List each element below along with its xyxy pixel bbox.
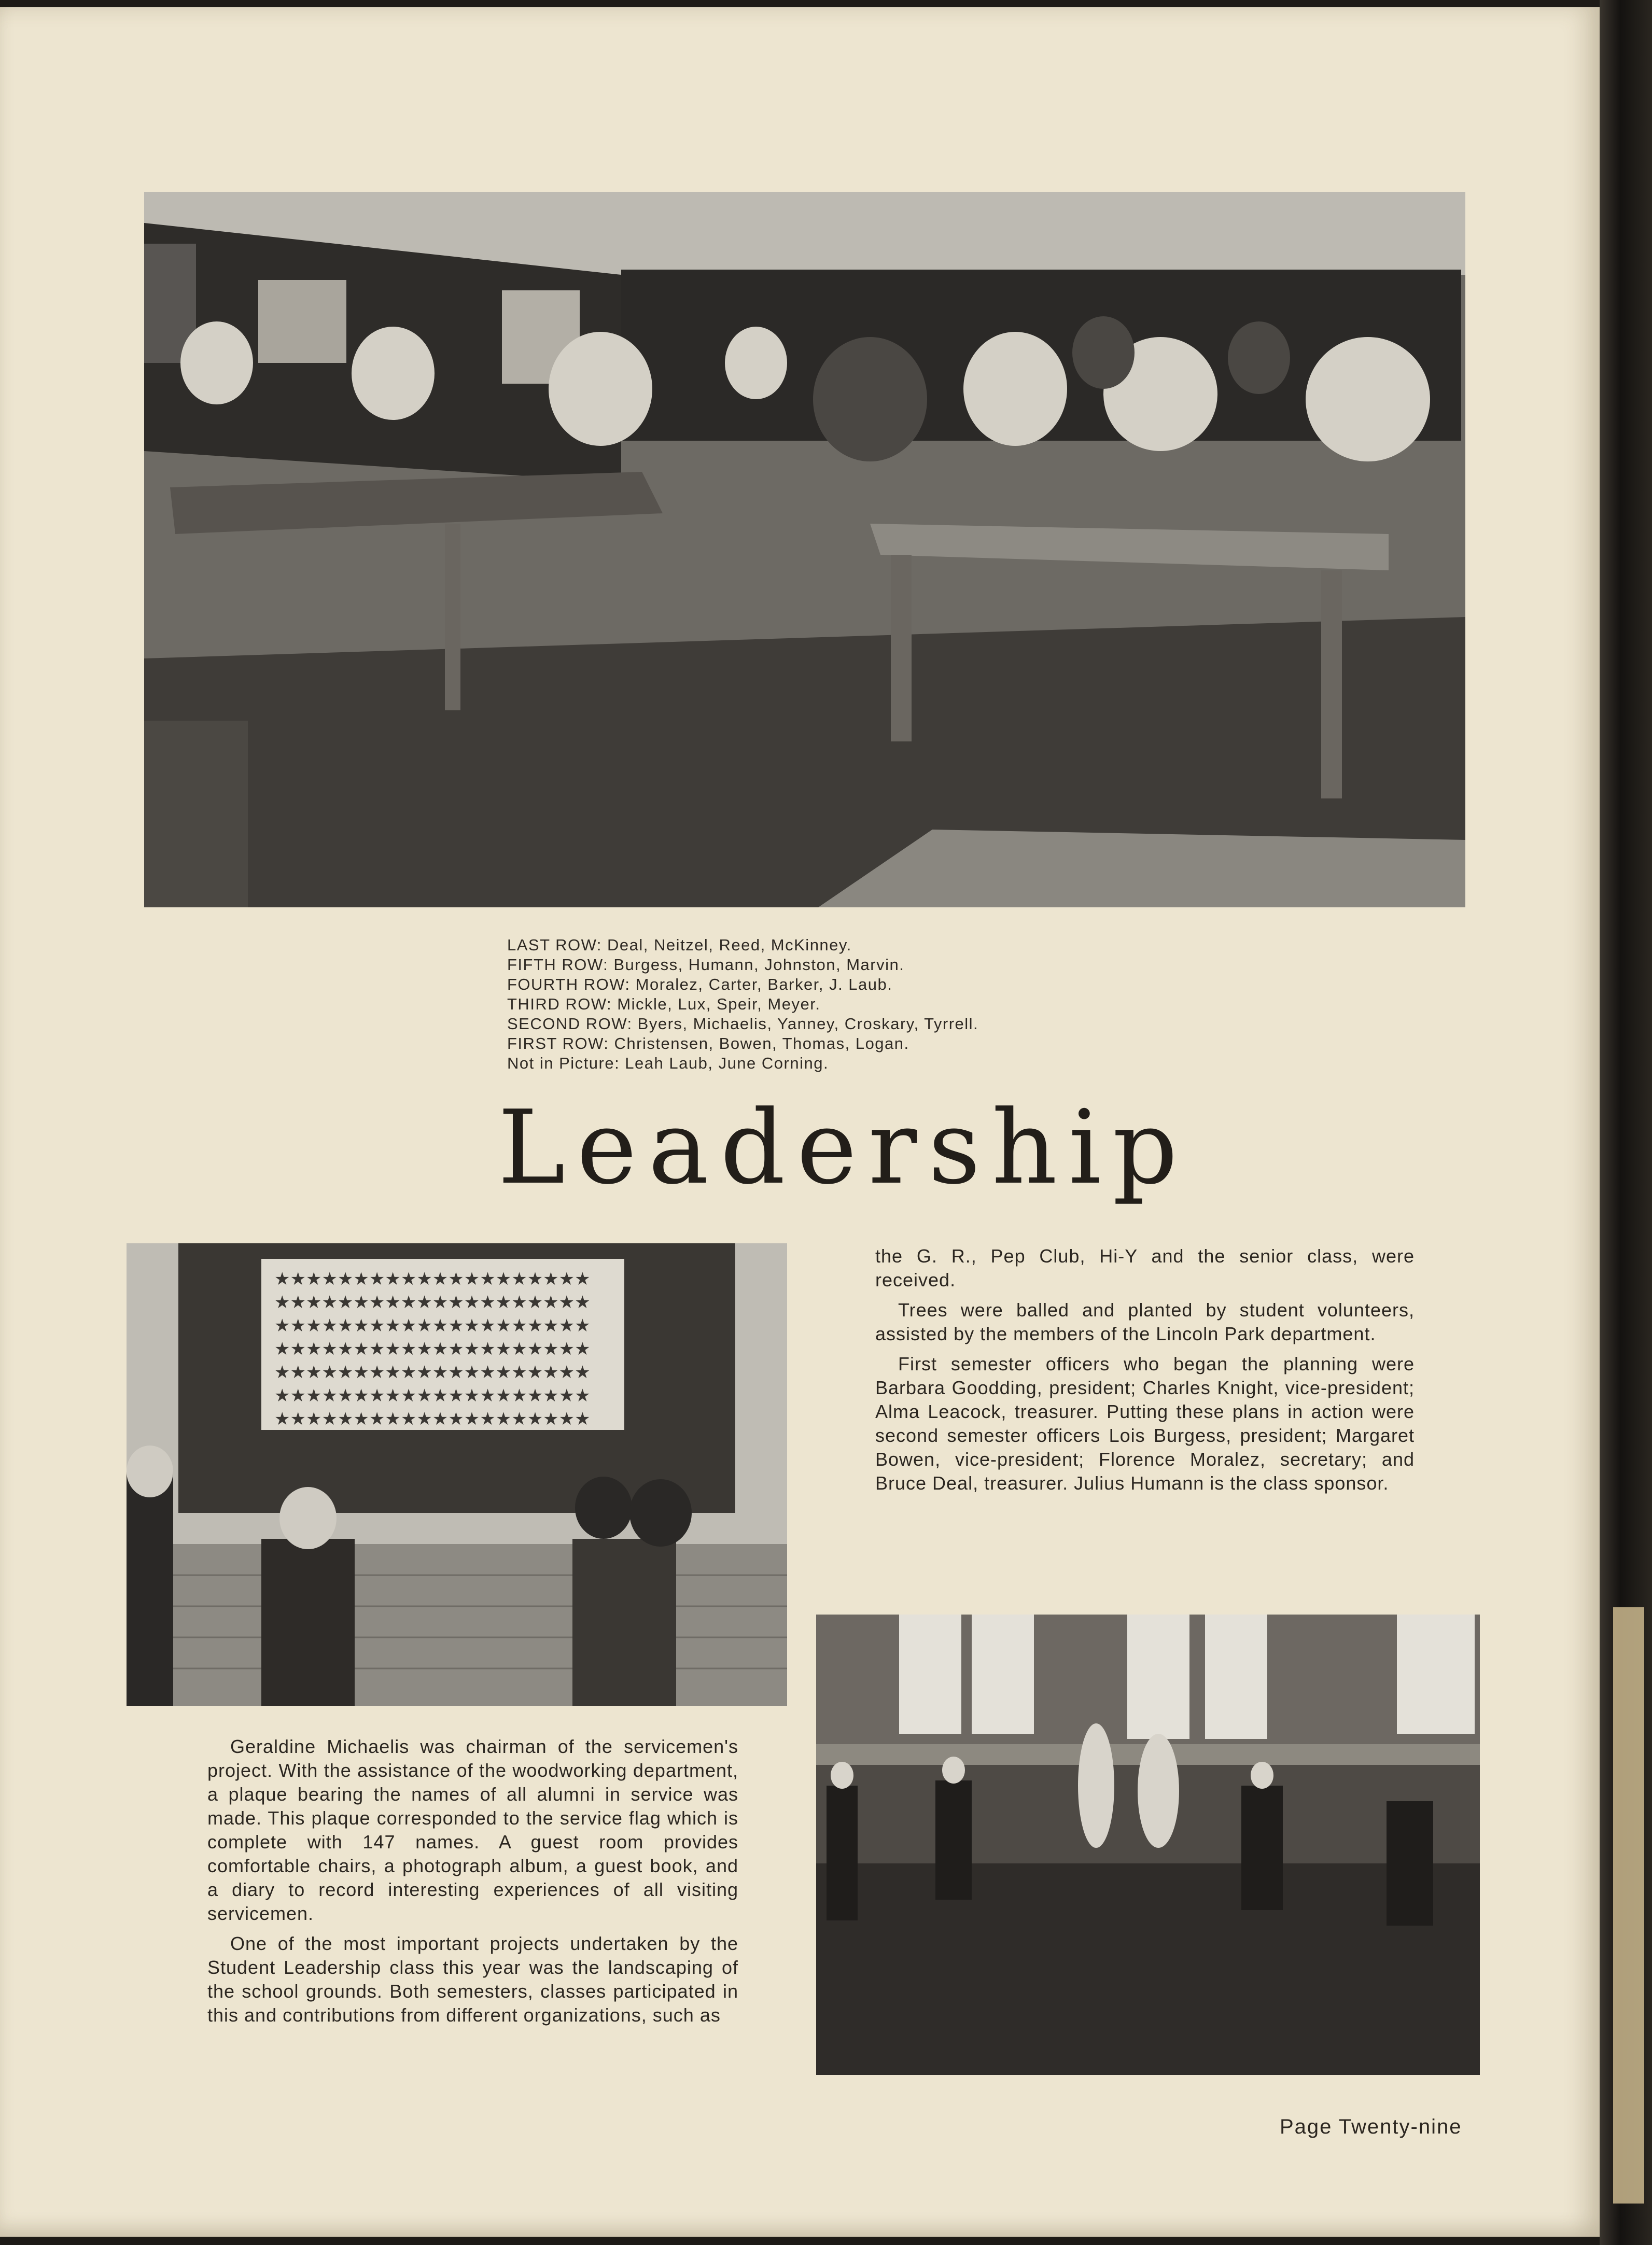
svg-text:★★★★★★★★★★★★★★★★★★★★: ★★★★★★★★★★★★★★★★★★★★ (274, 1269, 591, 1289)
svg-text:★★★★★★★★★★★★★★★★★★★★: ★★★★★★★★★★★★★★★★★★★★ (274, 1362, 591, 1383)
paragraph-servicemen-project: Geraldine Michaelis was chairman of the servicemen's project. With the assistance of the woodworking department, a plaque bearing the names of all alumni in service was made. This plaque corresponded to the service flag which is complete with 147 names. A guest room provides comfortable chairs, a photograph album, a guest book, and a diary to record interesting experiences of all visiting servicemen. (207, 1736, 738, 1924)
right-text-column (875, 1244, 1415, 1502)
caption-third-row: THIRD ROW: Mickle, Lux, Speir, Meyer. (507, 995, 821, 1013)
svg-text:★★★★★★★★★★★★★★★★★★★★: ★★★★★★★★★★★★★★★★★★★★ (274, 1385, 591, 1406)
svg-text:★★★★★★★★★★★★★★★★★★★★: ★★★★★★★★★★★★★★★★★★★★ (274, 1315, 591, 1336)
caption-last-row: LAST ROW: Deal, Neitzel, Reed, McKinney. (507, 936, 852, 954)
caption-fifth-row: FIFTH ROW: Burgess, Humann, Johnston, Marvin. (507, 956, 905, 974)
caption-second-row: SECOND ROW: Byers, Michaelis, Yanney, Croskary, Tyrrell. (507, 1015, 979, 1033)
svg-text:★★★★★★★★★★★★★★★★★★★★: ★★★★★★★★★★★★★★★★★★★★ (274, 1292, 591, 1313)
service-flag-photo (127, 1243, 787, 1706)
page-number: Page Twenty-nine (1280, 2115, 1462, 2138)
paragraph-officers: First semester officers who began the planning were Barbara Goodding, president; Charles Knight, vice-president; Alma Leacock, treasurer. Putting these plans in action were second semester officers Lois Burgess, president; Margaret Bowen, vice-president; Florence Moralez, secretary; and Bruce Deal, treasurer. Julius Humann is the class sponsor. (875, 1353, 1415, 1494)
svg-text:★★★★★★★★★★★★★★★★★★★★: ★★★★★★★★★★★★★★★★★★★★ (274, 1409, 591, 1429)
paragraph-contributions: the G. R., Pep Club, Hi-Y and the senior class, were received. (875, 1245, 1415, 1290)
left-text-column (207, 1735, 738, 2033)
yearbook-page (0, 7, 1600, 2237)
svg-text:★★★★★★★★★★★★★★★★★★★★: ★★★★★★★★★★★★★★★★★★★★ (274, 1339, 591, 1359)
landscaping-photo (816, 1615, 1480, 2075)
caption-not-in-picture: Not in Picture: Leah Laub, June Corning. (507, 1054, 829, 1072)
photo-caption (507, 935, 1181, 1073)
book-binding (1600, 0, 1652, 2245)
paragraph-trees: Trees were balled and planted by student volunteers, assisted by the members of the Lincoln Park department. (875, 1299, 1415, 1344)
caption-fourth-row: FOURTH ROW: Moralez, Carter, Barker, J. Laub. (507, 975, 893, 993)
caption-first-row: FIRST ROW: Christensen, Bowen, Thomas, Logan. (507, 1034, 909, 1053)
paragraph-landscaping-project: One of the most important projects undertaken by the Student Leadership class this year was the landscaping of the school grounds. Both semesters, classes participated in this and contributions from different organizations, such as (207, 1933, 738, 2026)
classroom-group-photo (144, 192, 1465, 907)
page-title: Leadership (498, 1089, 1189, 1207)
